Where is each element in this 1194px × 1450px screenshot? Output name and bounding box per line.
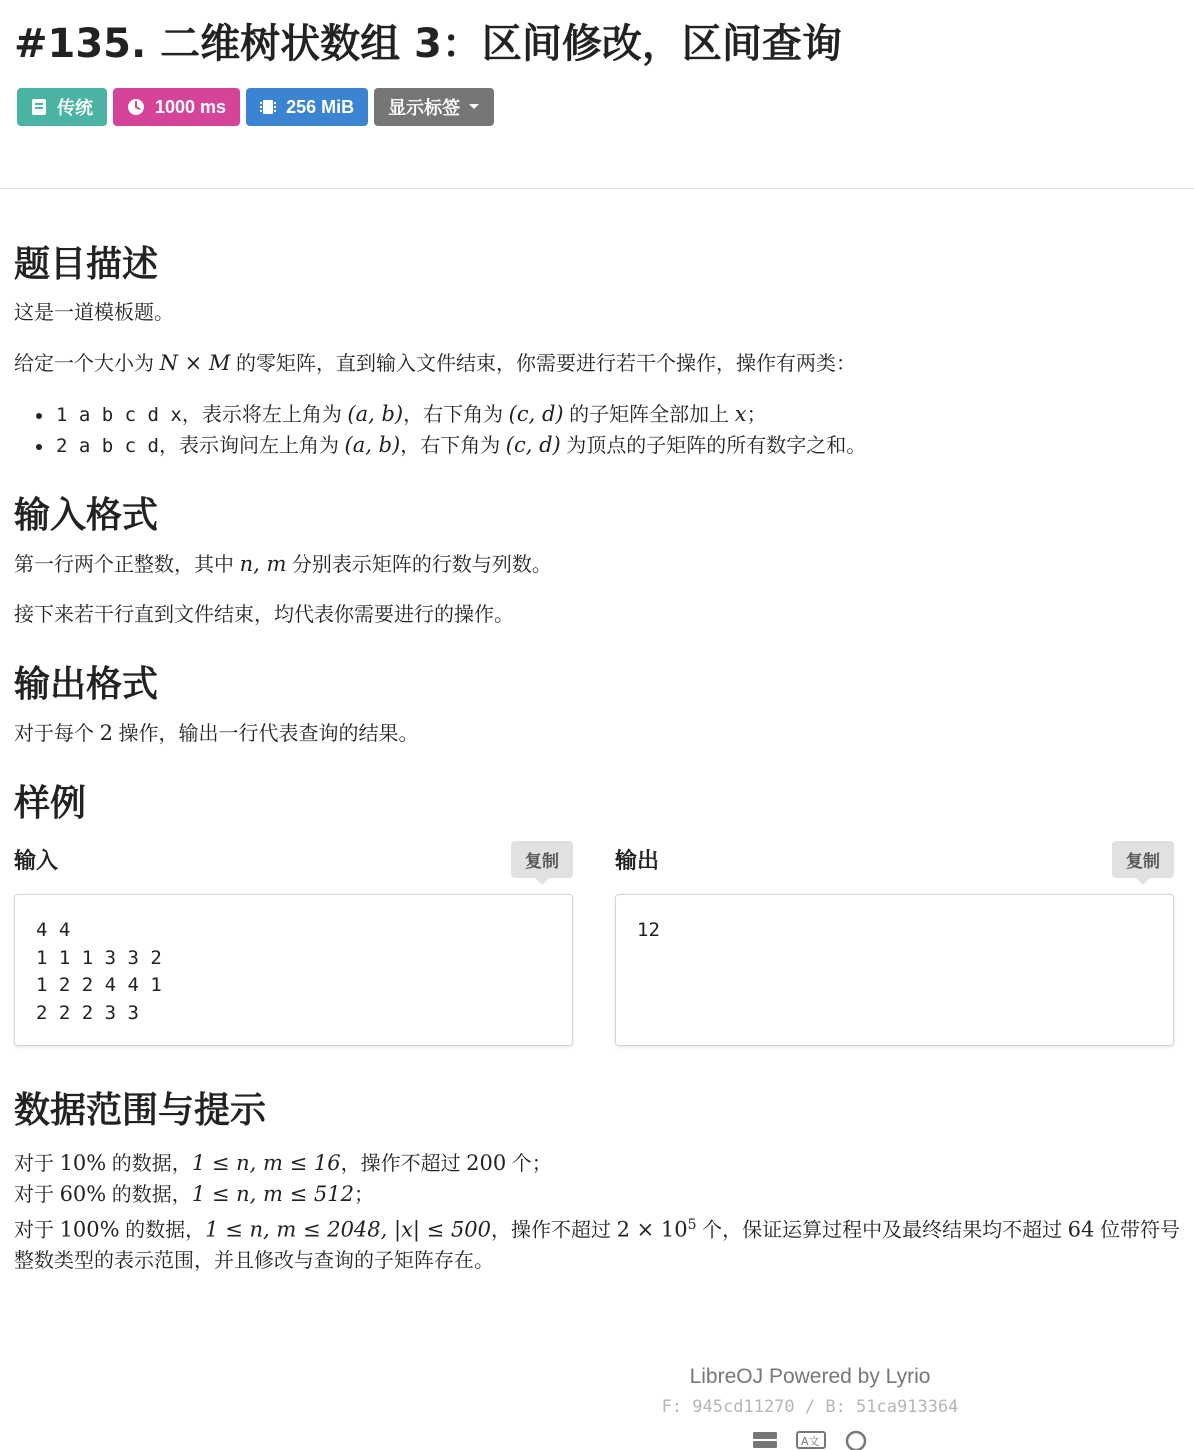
translate-icon[interactable] — [796, 1430, 826, 1450]
copy-input-button[interactable]: 复制 — [511, 841, 573, 878]
input-format-heading: 输入格式 — [14, 495, 159, 536]
problem-labels — [17, 88, 1180, 126]
time-limit-label — [113, 88, 240, 126]
microchip-icon — [260, 98, 276, 116]
input-format-p1: 第一行两个正整数，其中 n, m 分别表示矩阵的行数与列数。 — [14, 552, 552, 576]
header-divider — [0, 188, 1194, 189]
sample-input — [14, 841, 573, 1046]
sample-output-text: 12 — [637, 919, 660, 941]
operation-list — [14, 399, 1180, 461]
caret-down-icon — [468, 103, 480, 111]
description-section — [14, 240, 1180, 461]
book-icon — [31, 98, 47, 116]
show-tags-text: 显示标签 — [388, 98, 461, 118]
footer-brand: LibreOJ Powered by Lyrio — [689, 1365, 931, 1388]
footer-icons — [0, 1430, 1194, 1450]
problem-type-label — [17, 88, 107, 126]
problem-content — [14, 240, 1180, 1276]
memory-limit-text: 256 MiB — [286, 96, 355, 117]
footer-version: F: 945cd11270 / B: 51ca913364 — [661, 1397, 959, 1417]
sample-output-box — [615, 894, 1174, 1046]
limits-section — [14, 1086, 1180, 1276]
problem-type-text: 传统 — [57, 98, 93, 118]
time-limit-text: 1000 ms — [155, 96, 227, 117]
copy-output-button[interactable]: 复制 — [1112, 841, 1174, 878]
input-format-section — [14, 491, 1180, 630]
server-icon[interactable] — [752, 1430, 778, 1450]
github-icon[interactable] — [844, 1430, 868, 1450]
sample-input-box — [14, 894, 573, 1046]
sample-input-title: 输入 — [14, 848, 59, 874]
show-tags-button[interactable] — [374, 88, 494, 126]
problem-title: #135. 二维树状数组 3：区间修改，区间查询 — [14, 21, 842, 67]
memory-limit-label — [246, 88, 368, 126]
limits-line: 对于 100% 的数据，1 ≤ n, m ≤ 2048, |x| ≤ 500，操作不超过 $2 \times 10^5$ 个，保证运算过程中及最终结果均不超过 64 位带符号整数类型的表示范围，并且修改与查询的子矩阵存在。 — [14, 1217, 1180, 1272]
operation-item: • 1 a b c d x，表示将左上角为 (a, b)，右下角为 (c, d) 的子矩阵全部加上 x； — [54, 399, 1180, 430]
limits-heading: 数据范围与提示 — [14, 1090, 267, 1131]
operation-item: • 2 a b c d，表示询问左上角为 (a, b)，右下角为 (c, d) 为顶点的子矩阵的所有数字之和。 — [54, 430, 1180, 461]
output-format-section — [14, 660, 1180, 749]
output-format-p1: 对于每个 2 操作，输出一行代表查询的结果。 — [14, 721, 419, 745]
svg-text:A文: A文 — [801, 1435, 820, 1448]
sample-input-text: 4 4 1 1 1 3 3 2 1 2 2 4 4 1 2 2 2 3 3 — [36, 919, 162, 1024]
clock-icon — [127, 98, 145, 116]
sample-output — [615, 841, 1174, 1046]
sample-output-title: 输出 — [615, 848, 660, 874]
limits-line: 对于 60% 的数据，1 ≤ n, m ≤ 512； — [14, 1182, 374, 1206]
description-p2: 给定一个大小为 N × M 的零矩阵，直到输入文件结束，你需要进行若干个操作，操作有两类： — [14, 351, 856, 375]
footer — [0, 1362, 1194, 1450]
description-p1: 这是一道模板题。 — [14, 302, 174, 324]
input-format-p2: 接下来若干行直到文件结束，均代表你需要进行的操作。 — [14, 604, 514, 626]
description-heading: 题目描述 — [14, 244, 159, 285]
samples-heading: 样例 — [14, 783, 87, 824]
limits-line: 对于 10% 的数据，1 ≤ n, m ≤ 16，操作不超过 200 个； — [14, 1151, 552, 1175]
output-format-heading: 输出格式 — [14, 664, 159, 705]
samples-section — [14, 779, 1180, 1046]
